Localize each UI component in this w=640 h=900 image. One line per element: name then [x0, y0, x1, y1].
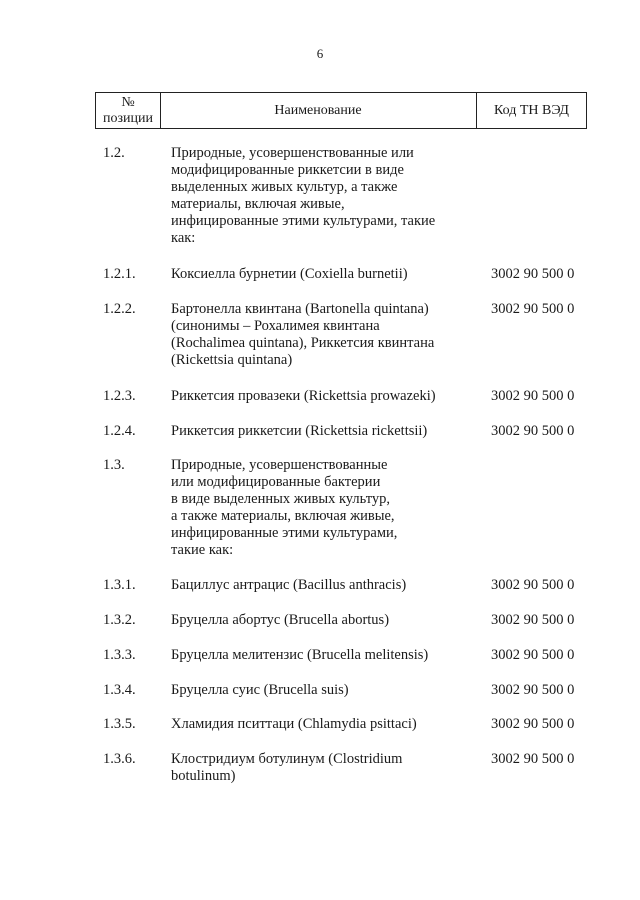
table-header	[95, 92, 587, 129]
item-name: Коксиелла бурнетии (Coxiella burnetii)	[171, 266, 408, 282]
tn-ved-code: 3002 90 500 0	[491, 716, 575, 732]
tn-ved-code: 3002 90 500 0	[491, 612, 575, 628]
position-number: 1.3.1.	[103, 577, 136, 593]
position-number: 1.2.1.	[103, 266, 136, 282]
item-name: Риккетсия провазеки (Rickettsia prowazeki)	[171, 388, 436, 404]
page-number: 6	[316, 46, 324, 61]
item-name: Бруцелла мелитензис (Brucella melitensis)	[171, 647, 429, 663]
item-name: Природные, усовершенствованные или модифицированные риккетсии в виде выделенных живых культур, а также материалы, включая живые, инфицированные этими культурами, такие как:	[171, 145, 436, 246]
position-number: 1.2.2.	[103, 301, 136, 317]
tn-ved-code: 3002 90 500 0	[491, 301, 575, 317]
tn-ved-code: 3002 90 500 0	[491, 647, 575, 663]
tn-ved-code: 3002 90 500 0	[491, 388, 575, 404]
item-name: Бартонелла квинтана (Bartonella quintana) (синонимы – Рохалимея квинтана (Rochalimea quintana), Риккетсия квинтана (Rickettsia quintana)	[171, 301, 435, 368]
item-name: Бруцелла суис (Brucella suis)	[171, 682, 349, 698]
header-position-number	[96, 93, 161, 128]
header-num-symbol: №	[121, 94, 135, 110]
tn-ved-code: 3002 90 500 0	[491, 423, 575, 439]
tn-ved-code: 3002 90 500 0	[491, 577, 575, 593]
item-name: Бруцелла абортус (Brucella abortus)	[171, 612, 390, 628]
position-number: 1.3.5.	[103, 716, 136, 732]
position-number: 1.3.3.	[103, 647, 136, 663]
header-num-label: позиции	[103, 110, 153, 126]
tn-ved-code: 3002 90 500 0	[491, 751, 575, 767]
position-number: 1.3.	[103, 457, 125, 473]
item-name: Хламидия пситтаци (Chlamydia psittaci)	[171, 716, 417, 732]
header-code: Код ТН ВЭД	[494, 102, 569, 118]
tn-ved-code: 3002 90 500 0	[491, 682, 575, 698]
item-name: Бациллус антрацис (Bacillus anthracis)	[171, 577, 407, 593]
position-number: 1.3.4.	[103, 682, 136, 698]
header-name: Наименование	[160, 93, 477, 128]
position-number: 1.3.2.	[103, 612, 136, 628]
item-name: Природные, усовершенствованные или модифицированные бактерии в виде выделенных живых культур, а также материалы, включая живые, инфицированные этими культурами, такие как:	[171, 457, 398, 558]
position-number: 1.2.	[103, 145, 125, 161]
position-number: 1.2.4.	[103, 423, 136, 439]
item-name: Риккетсия риккетсии (Rickettsia rickettsii)	[171, 423, 428, 439]
position-number: 1.2.3.	[103, 388, 136, 404]
position-number: 1.3.6.	[103, 751, 136, 767]
tn-ved-code: 3002 90 500 0	[491, 266, 575, 282]
item-name: Клостридиум ботулинум (Clostridium botulinum)	[171, 751, 403, 784]
